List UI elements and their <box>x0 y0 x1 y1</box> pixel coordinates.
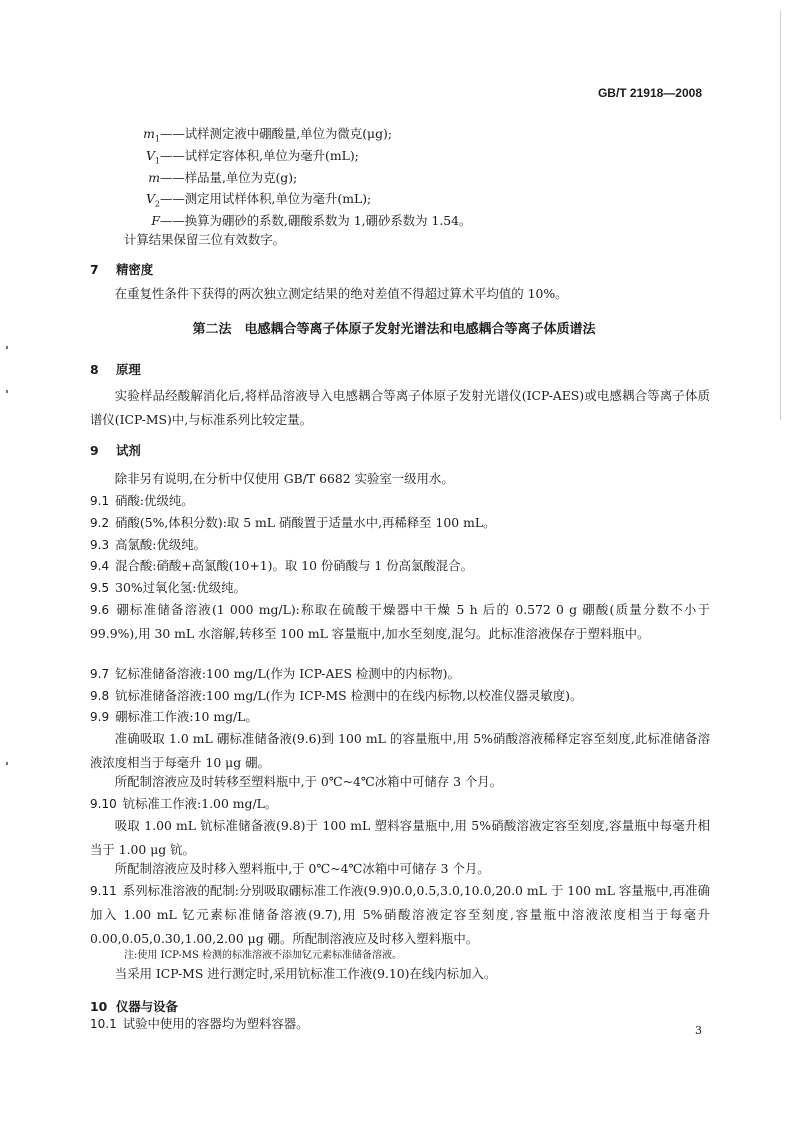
calculation-note: 计算结果保留三位有效数字。 <box>124 232 286 247</box>
reagent-item <box>90 489 710 513</box>
reagent-item <box>90 576 710 600</box>
item-text: 硼标准工作液:10 mg/L。 <box>115 709 258 724</box>
section-number: 10 <box>90 999 108 1014</box>
paragraph-scandium-working: 吸取 1.00 mL 钪标准储备液(9.8)于 100 mL 塑料容量瓶中,用 5%硝酸溶液定容至刻度,容量瓶中每毫升相当于 1.00 μg 钪。 <box>90 818 710 857</box>
variable-text: ——测定用试样体积,单位为毫升(mL); <box>160 191 372 206</box>
item-number: 9.8 <box>90 689 110 703</box>
variable-definition <box>114 189 674 208</box>
item-text: 30%过氧化氢:优级纯。 <box>115 580 246 595</box>
item-text: 系列标准溶液的配制:分别吸取硼标准工作液(9.9)0.0,0.5,3.0,10.0,20.0 mL 于 100 mL 容量瓶中,再准确加入 1.00 mL 钇元素标准储备溶液(9.7),用 5%硝酸溶液定容至刻度,容量瓶中溶液浓度相当于每毫升 0.00,0.05,0.30,1.00,2.00 μg 硼。所配制溶液应及时移入塑料瓶中。 <box>90 883 710 946</box>
item-number: 9.3 <box>90 538 110 552</box>
item-text: 硝酸(5%,体积分数):取 5 mL 硝酸置于适量水中,再稀释至 100 mL。 <box>115 515 496 530</box>
paragraph-icpms: 当采用 ICP-MS 进行测定时,采用钪标准工作液(9.10)在线内标加入。 <box>114 966 497 981</box>
variable-symbol: $V_2$ <box>145 191 160 209</box>
item-number: 9.2 <box>90 516 110 530</box>
standard-code-header: GB/T 21918—2008 <box>597 86 702 100</box>
item-text: 硝酸:优级纯。 <box>115 493 194 508</box>
paragraph-reagent-intro: 除非另有说明,在分析中仅使用 GB/T 6682 实验室一级用水。 <box>114 471 454 486</box>
section-number: 7 <box>90 262 99 277</box>
item-number: 10.1 <box>90 1017 117 1031</box>
item-text: 混合酸:硝酸+高氯酸(10+1)。取 10 份硝酸与 1 份高氯酸混合。 <box>115 558 473 573</box>
variable-symbol: $m_1$ <box>143 126 160 144</box>
reagent-item <box>90 705 710 729</box>
section-number: 8 <box>90 362 99 377</box>
variable-text: ——样品量,单位为克(g); <box>160 170 298 185</box>
variable-text: ——换算为硼砂的系数,硼酸系数为 1,硼砂系数为 1.54。 <box>160 213 472 228</box>
reagent-item <box>90 598 710 646</box>
scan-speck <box>6 390 8 393</box>
paragraph-boron-storage: 所配制溶液应及时转移至塑料瓶中,于 0℃~4℃冰箱中可储存 3 个月。 <box>114 774 503 789</box>
item-number: 9.1 <box>90 494 110 508</box>
scan-edge-line <box>780 10 781 420</box>
variable-symbol: $V_1$ <box>145 148 160 166</box>
item-number: 9.4 <box>90 559 110 573</box>
variable-text: ——试样测定液中硼酸量,单位为微克(μg); <box>160 126 393 141</box>
item-number: 9.7 <box>90 667 110 681</box>
paragraph-boron-working: 准确吸取 1.0 mL 硼标准储备液(9.6)到 100 mL 的容量瓶中,用 5%硝酸溶液稀释定容至刻度,此标准储备溶液浓度相当于每毫升 10 μg 硼。 <box>90 731 710 770</box>
variable-text: ——试样定容体积,单位为毫升(mL); <box>160 148 359 163</box>
paragraph-precision: 在重复性条件下获得的两次独立测定结果的绝对差值不得超过算术平均值的 10%。 <box>114 286 568 301</box>
item-number: 9.6 <box>90 603 110 617</box>
scan-speck <box>6 762 8 765</box>
item-text: 钪标准储备溶液:100 mg/L(作为 ICP-MS 检测中的在线内标物,以校准仪器灵敏度)。 <box>115 688 583 703</box>
item-text: 高氯酸:优级纯。 <box>115 537 207 552</box>
variable-definition <box>114 146 674 165</box>
item-text: 硼标准储备溶液(1 000 mg/L):称取在硫酸干燥器中干燥 5 h 后的 0.572 0 g 硼酸(质量分数不小于 99.9%),用 30 mL 水溶解,转移至 100 mL 容量瓶中,加水至刻度,混匀。此标准溶液保存于塑料瓶中。 <box>90 602 710 641</box>
section-title: 试剂 <box>116 443 141 458</box>
reagent-item <box>90 511 710 535</box>
section-heading-8 <box>90 360 141 378</box>
paragraph-scandium-storage: 所配制溶液应及时移入塑料瓶中,于 0℃~4℃冰箱中可储存 3 个月。 <box>114 861 490 876</box>
section-title: 仪器与设备 <box>116 999 178 1014</box>
variable-definition <box>114 168 674 187</box>
reagent-item <box>90 792 710 816</box>
variable-symbol: F <box>151 213 160 228</box>
reagent-item <box>90 879 710 951</box>
item-number: 9.11 <box>90 884 117 898</box>
variable-symbol: m <box>148 170 160 185</box>
section-heading-7 <box>90 260 153 278</box>
section-heading-9 <box>90 441 141 459</box>
page-number: 3 <box>695 1024 702 1037</box>
section-title: 原理 <box>116 362 141 377</box>
reagent-item <box>90 554 710 578</box>
note-text: 注:使用 ICP-MS 检测的标准溶液不添加钇元素标准储备溶液。 <box>124 950 402 961</box>
item-number: 9.5 <box>90 581 110 595</box>
item-text: 试验中使用的容器均为塑料容器。 <box>122 1016 309 1031</box>
paragraph-principle: 实验样品经酸解消化后,将样品溶液导入电感耦合等离子体原子发射光谱仪(ICP-AES)或电感耦合等离子体质谱仪(ICP-MS)中,与标准系列比较定量。 <box>90 388 710 427</box>
equipment-item <box>90 1012 710 1036</box>
reagent-item <box>90 662 710 686</box>
item-number: 9.9 <box>90 710 110 724</box>
item-text: 钇标准储备溶液:100 mg/L(作为 ICP-AES 检测中的内标物)。 <box>115 666 460 681</box>
item-number: 9.10 <box>90 797 117 811</box>
section-title: 精密度 <box>116 262 154 277</box>
item-text: 钪标准工作液:1.00 mg/L。 <box>122 796 278 811</box>
method-title: 第二法 电感耦合等离子体原子发射光谱法和电感耦合等离子体质谱法 <box>192 322 596 337</box>
variable-definition <box>114 124 674 143</box>
scan-speck <box>6 346 8 349</box>
section-number: 9 <box>90 443 99 458</box>
